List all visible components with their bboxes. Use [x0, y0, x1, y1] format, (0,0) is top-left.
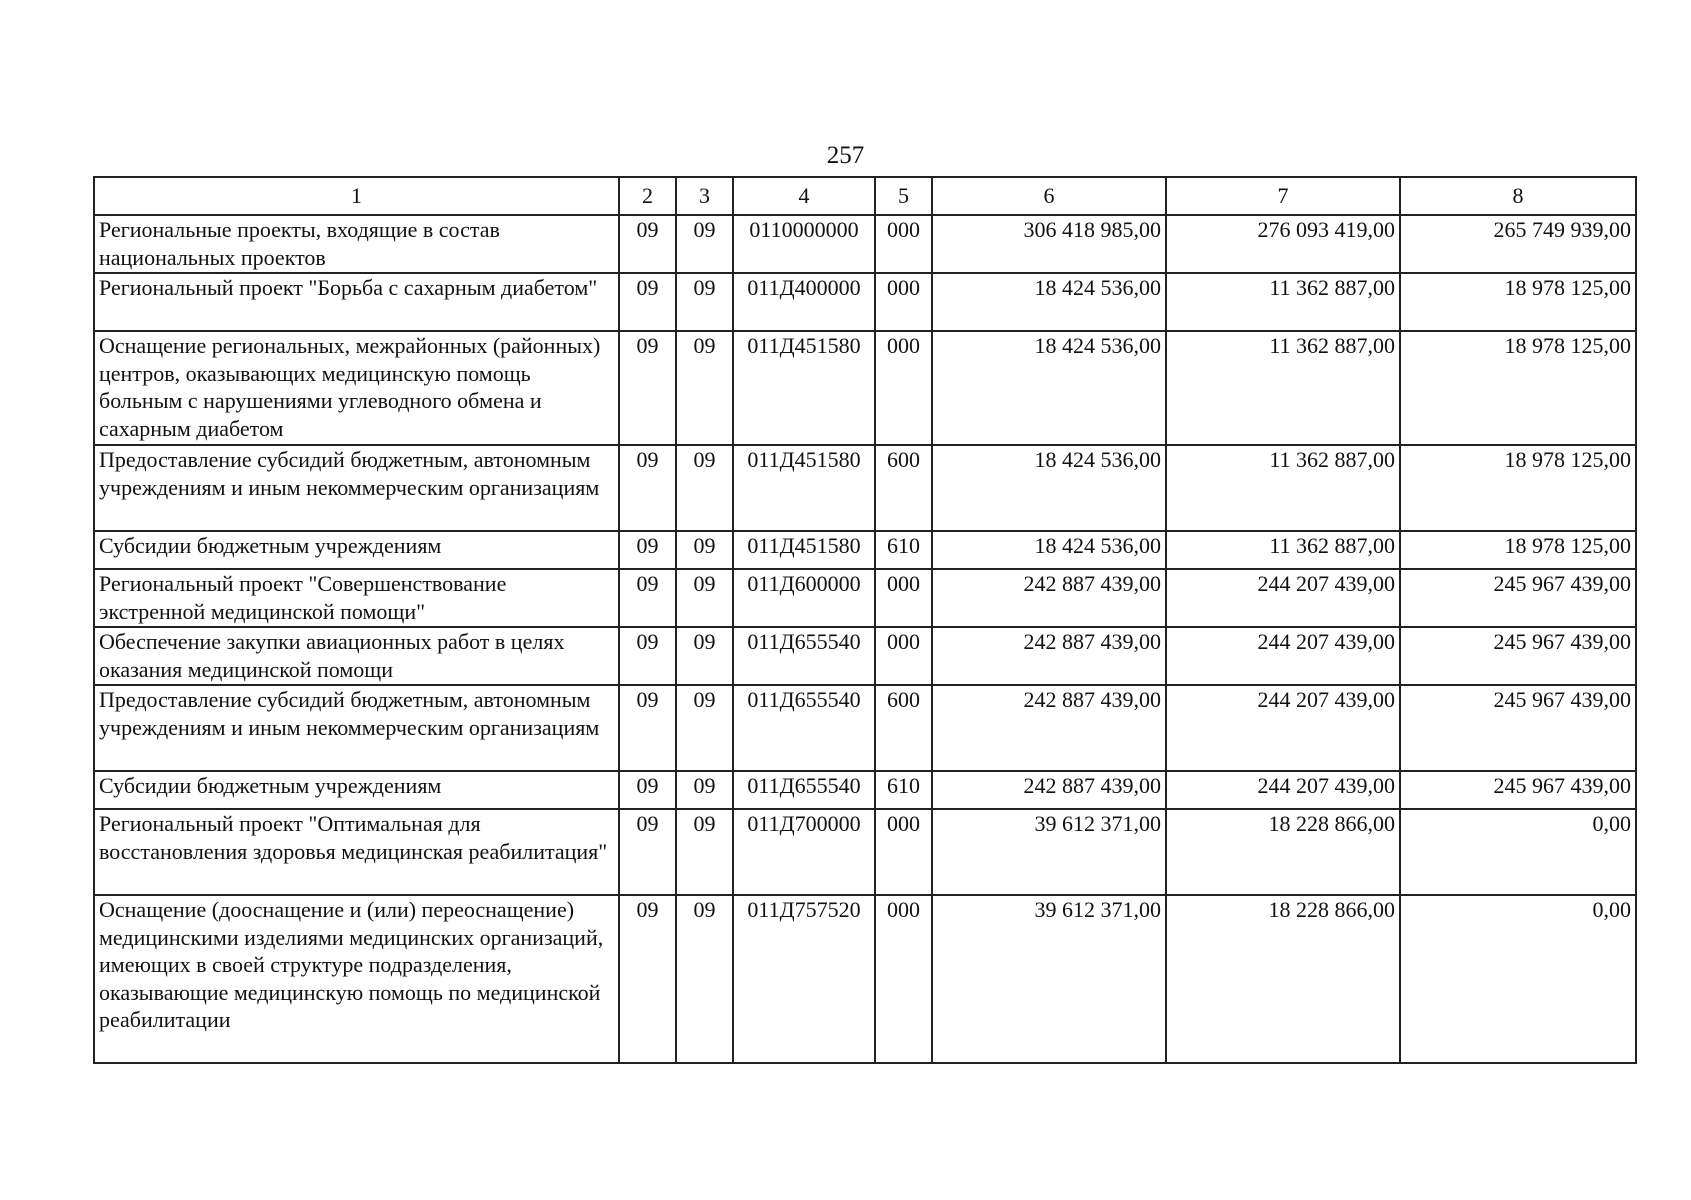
table-row — [94, 569, 1636, 627]
row-code-2: 09 — [619, 331, 676, 445]
row-value-6: 306 418 985,00 — [932, 215, 1166, 273]
row-code-3: 09 — [676, 331, 733, 445]
row-name: Предоставление субсидий бюджетным, автономным учреждениям и иным некоммерческим организациям — [94, 445, 619, 531]
row-value-7: 18 228 866,00 — [1166, 895, 1400, 1063]
row-code-2: 09 — [619, 273, 676, 331]
row-code-3: 09 — [676, 771, 733, 809]
row-value-8: 245 967 439,00 — [1400, 685, 1636, 771]
header-cell: 1 — [94, 177, 619, 215]
row-code-4: 011Д400000 — [733, 273, 875, 331]
row-name: Региональный проект "Оптимальная для восстановления здоровья медицинская реабилитация" — [94, 809, 619, 895]
row-code-5: 600 — [875, 685, 932, 771]
row-name: Субсидии бюджетным учреждениям — [94, 531, 619, 569]
row-code-4: 011Д757520 — [733, 895, 875, 1063]
row-code-4: 011Д700000 — [733, 809, 875, 895]
row-value-6: 18 424 536,00 — [932, 273, 1166, 331]
table-row — [94, 445, 1636, 531]
row-value-7: 244 207 439,00 — [1166, 771, 1400, 809]
row-code-4: 011Д451580 — [733, 445, 875, 531]
row-value-7: 11 362 887,00 — [1166, 273, 1400, 331]
header-cell: 6 — [932, 177, 1166, 215]
row-name: Региональные проекты, входящие в состав национальных проектов — [94, 215, 619, 273]
row-code-5: 600 — [875, 445, 932, 531]
table-row — [94, 273, 1636, 331]
row-code-4: 011Д600000 — [733, 569, 875, 627]
row-value-6: 18 424 536,00 — [932, 445, 1166, 531]
row-value-7: 18 228 866,00 — [1166, 809, 1400, 895]
row-code-5: 000 — [875, 215, 932, 273]
row-value-8: 0,00 — [1400, 809, 1636, 895]
row-value-6: 242 887 439,00 — [932, 685, 1166, 771]
row-code-5: 610 — [875, 771, 932, 809]
row-value-8: 245 967 439,00 — [1400, 569, 1636, 627]
table-row — [94, 895, 1636, 1063]
row-code-4: 011Д451580 — [733, 331, 875, 445]
page-number: 257 — [826, 142, 865, 169]
row-code-5: 610 — [875, 531, 932, 569]
header-cell: 5 — [875, 177, 932, 215]
row-code-2: 09 — [619, 531, 676, 569]
row-name: Оснащение (дооснащение и (или) переоснащение) медицинскими изделиями медицинских организаций, имеющих в своей структуре подразделения, оказывающие медицинскую помощь по медицинской реабилитации — [94, 895, 619, 1063]
row-code-5: 000 — [875, 331, 932, 445]
row-value-8: 245 967 439,00 — [1400, 771, 1636, 809]
row-code-4: 011Д451580 — [733, 531, 875, 569]
row-value-7: 11 362 887,00 — [1166, 331, 1400, 445]
row-name: Оснащение региональных, межрайонных (районных) центров, оказывающих медицинскую помощь больным с нарушениями углеводного обмена и сахарным диабетом — [94, 331, 619, 445]
table-row — [94, 685, 1636, 771]
row-value-6: 242 887 439,00 — [932, 627, 1166, 685]
row-code-3: 09 — [676, 895, 733, 1063]
row-code-4: 011Д655540 — [733, 627, 875, 685]
row-value-7: 244 207 439,00 — [1166, 627, 1400, 685]
row-code-4: 011Д655540 — [733, 685, 875, 771]
row-value-6: 18 424 536,00 — [932, 331, 1166, 445]
row-value-8: 265 749 939,00 — [1400, 215, 1636, 273]
row-value-6: 39 612 371,00 — [932, 809, 1166, 895]
row-value-8: 18 978 125,00 — [1400, 445, 1636, 531]
header-cell: 7 — [1166, 177, 1400, 215]
row-name: Региональный проект "Совершенствование экстренной медицинской помощи" — [94, 569, 619, 627]
row-code-5: 000 — [875, 627, 932, 685]
row-code-4: 011Д655540 — [733, 771, 875, 809]
row-name: Предоставление субсидий бюджетным, автономным учреждениям и иным некоммерческим организациям — [94, 685, 619, 771]
row-code-2: 09 — [619, 445, 676, 531]
header-cell: 8 — [1400, 177, 1636, 215]
row-code-2: 09 — [619, 215, 676, 273]
table-row — [94, 627, 1636, 685]
row-code-3: 09 — [676, 627, 733, 685]
row-value-6: 242 887 439,00 — [932, 569, 1166, 627]
header-cell: 4 — [733, 177, 875, 215]
row-code-5: 000 — [875, 809, 932, 895]
row-code-2: 09 — [619, 569, 676, 627]
row-value-6: 18 424 536,00 — [932, 531, 1166, 569]
row-code-3: 09 — [676, 445, 733, 531]
row-name: Обеспечение закупки авиационных работ в целях оказания медицинской помощи — [94, 627, 619, 685]
row-code-3: 09 — [676, 273, 733, 331]
table-row — [94, 331, 1636, 445]
row-value-7: 11 362 887,00 — [1166, 531, 1400, 569]
row-value-8: 18 978 125,00 — [1400, 531, 1636, 569]
table-row — [94, 771, 1636, 809]
row-value-7: 276 093 419,00 — [1166, 215, 1400, 273]
row-value-6: 242 887 439,00 — [932, 771, 1166, 809]
row-code-2: 09 — [619, 771, 676, 809]
table-row — [94, 215, 1636, 273]
row-value-8: 18 978 125,00 — [1400, 273, 1636, 331]
row-code-3: 09 — [676, 215, 733, 273]
row-value-7: 244 207 439,00 — [1166, 685, 1400, 771]
row-code-2: 09 — [619, 685, 676, 771]
row-code-3: 09 — [676, 531, 733, 569]
row-value-8: 0,00 — [1400, 895, 1636, 1063]
row-code-3: 09 — [676, 569, 733, 627]
row-name: Субсидии бюджетным учреждениям — [94, 771, 619, 809]
header-cell: 2 — [619, 177, 676, 215]
row-code-3: 09 — [676, 685, 733, 771]
row-code-3: 09 — [676, 809, 733, 895]
table-header-row — [94, 177, 1636, 215]
row-code-4: 0110000000 — [733, 215, 875, 273]
row-value-8: 18 978 125,00 — [1400, 331, 1636, 445]
row-code-5: 000 — [875, 569, 932, 627]
budget-table — [93, 176, 1637, 1064]
row-code-2: 09 — [619, 809, 676, 895]
row-name: Региональный проект "Борьба с сахарным диабетом" — [94, 273, 619, 331]
row-value-7: 244 207 439,00 — [1166, 569, 1400, 627]
row-value-6: 39 612 371,00 — [932, 895, 1166, 1063]
table-row — [94, 531, 1636, 569]
row-code-5: 000 — [875, 895, 932, 1063]
row-code-2: 09 — [619, 895, 676, 1063]
row-code-5: 000 — [875, 273, 932, 331]
row-value-7: 11 362 887,00 — [1166, 445, 1400, 531]
table-row — [94, 809, 1636, 895]
header-cell: 3 — [676, 177, 733, 215]
row-code-2: 09 — [619, 627, 676, 685]
row-value-8: 245 967 439,00 — [1400, 627, 1636, 685]
